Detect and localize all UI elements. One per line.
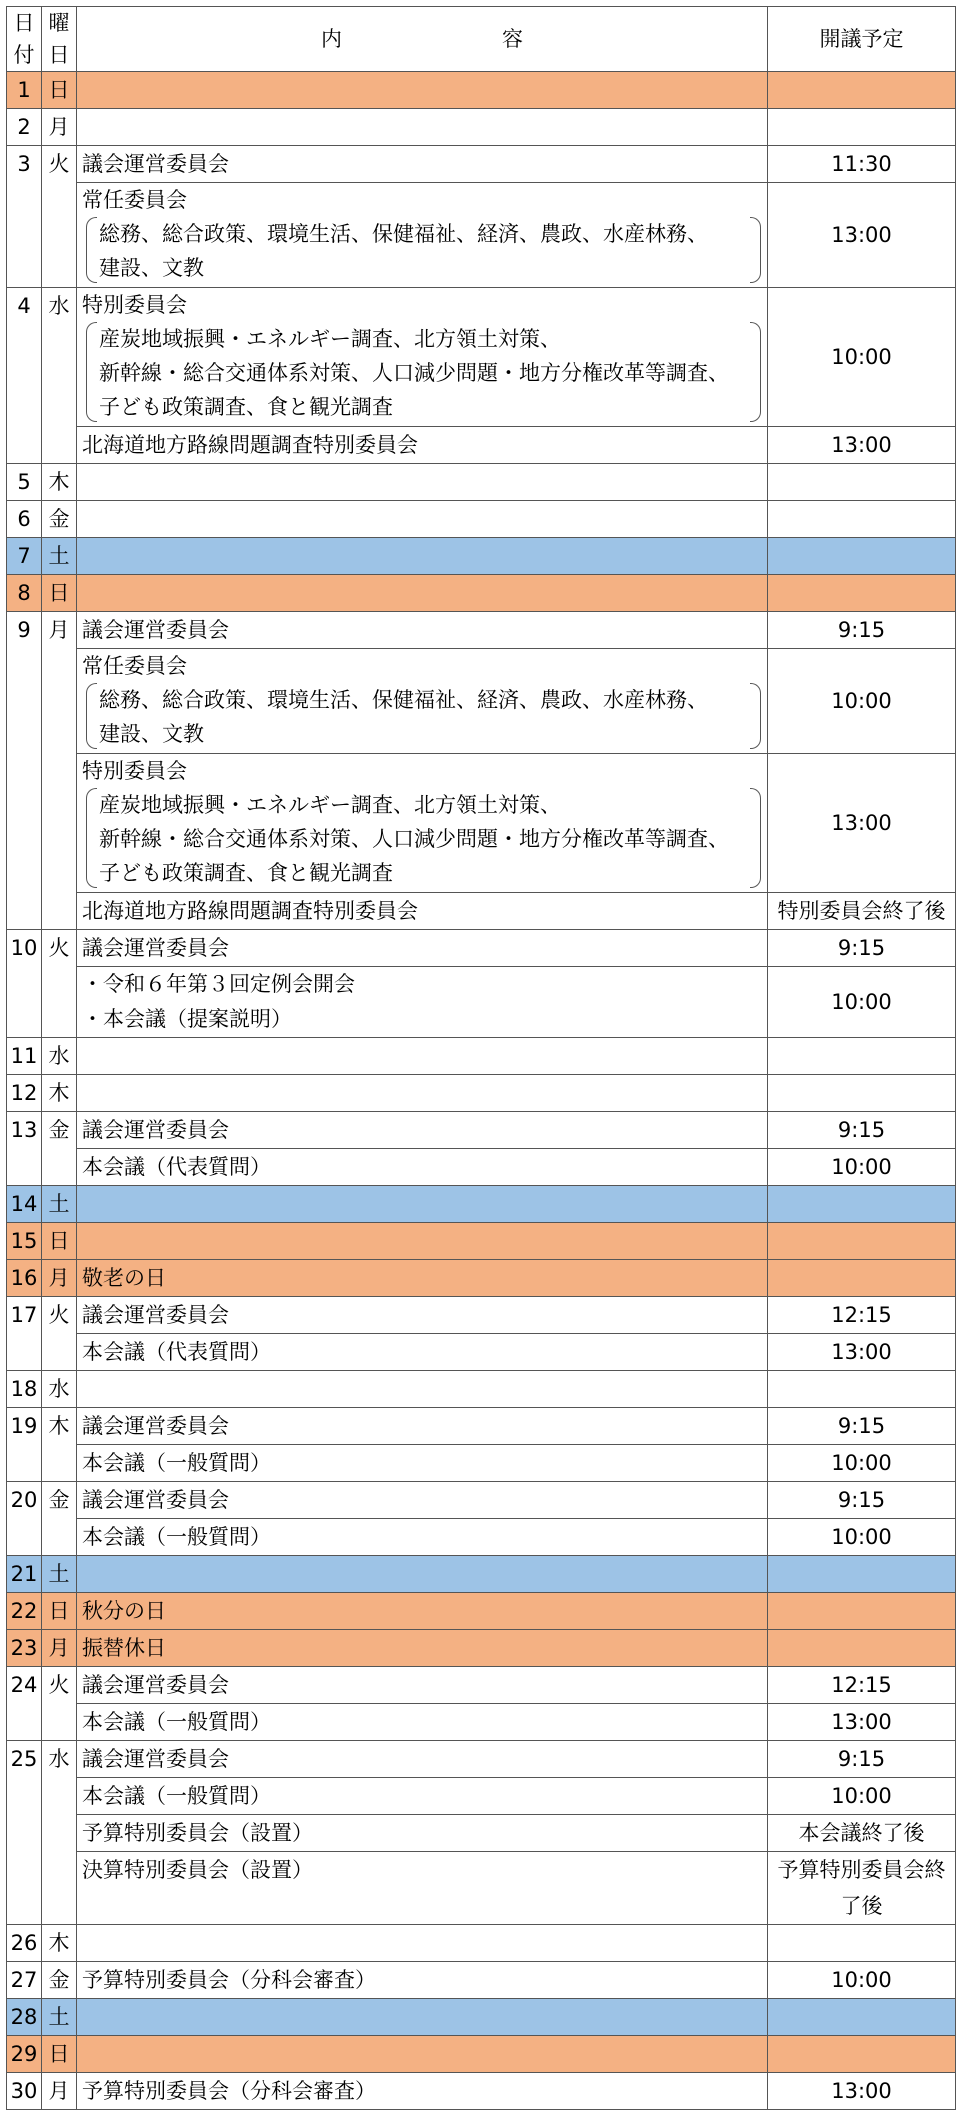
content-cell bbox=[77, 2036, 768, 2073]
content-cell bbox=[77, 501, 768, 538]
content-cell bbox=[77, 575, 768, 612]
schedule-row bbox=[7, 2036, 956, 2073]
weekday-cell: 金 bbox=[42, 1112, 77, 1186]
weekday-cell: 火 bbox=[42, 1667, 77, 1741]
agenda-item: 議会運営委員会 bbox=[82, 1118, 229, 1142]
content-cell bbox=[77, 967, 768, 1038]
schedule-row bbox=[7, 1519, 956, 1556]
schedule-row bbox=[7, 1408, 956, 1445]
content-cell bbox=[77, 1408, 768, 1445]
time-cell: 10:00 bbox=[768, 1519, 956, 1556]
schedule-row bbox=[7, 893, 956, 930]
date-cell: 28 bbox=[7, 1999, 42, 2036]
date-cell: 22 bbox=[7, 1593, 42, 1630]
agenda-item: 予算特別委員会（分科会審査） bbox=[82, 1968, 376, 1992]
header-content-char-1: 内 bbox=[321, 27, 342, 51]
time-cell: 10:00 bbox=[768, 649, 956, 754]
date-cell: 21 bbox=[7, 1556, 42, 1593]
committee-list-line: 産炭地域振興・エネルギー調査、北方領土対策、 bbox=[99, 327, 561, 351]
schedule-row bbox=[7, 1186, 956, 1223]
date-cell: 9 bbox=[7, 612, 42, 930]
time-cell: 9:15 bbox=[768, 1112, 956, 1149]
content-cell bbox=[77, 1667, 768, 1704]
committee-list-line: 建設、文教 bbox=[99, 722, 204, 746]
schedule-row bbox=[7, 1556, 956, 1593]
time-cell bbox=[768, 464, 956, 501]
weekday-cell: 水 bbox=[42, 1371, 77, 1408]
time-cell: 13:00 bbox=[768, 1704, 956, 1741]
weekday-cell: 月 bbox=[42, 1260, 77, 1297]
content-cell bbox=[77, 538, 768, 575]
date-cell: 4 bbox=[7, 288, 42, 464]
time-cell bbox=[768, 1556, 956, 1593]
weekday-cell: 水 bbox=[42, 1741, 77, 1925]
date-cell: 12 bbox=[7, 1075, 42, 1112]
committee-list-line: 総務、総合政策、環境生活、保健福祉、経済、農政、水産林務、 bbox=[99, 688, 708, 712]
schedule-row bbox=[7, 1297, 956, 1334]
content-cell bbox=[77, 1186, 768, 1223]
schedule-row bbox=[7, 1149, 956, 1186]
time-cell: 10:00 bbox=[768, 1445, 956, 1482]
schedule-row bbox=[7, 1704, 956, 1741]
schedule-table bbox=[6, 6, 956, 2110]
content-cell bbox=[77, 1925, 768, 1962]
weekday-cell: 日 bbox=[42, 2036, 77, 2073]
weekday-cell: 金 bbox=[42, 1482, 77, 1556]
agenda-item: 予算特別委員会（分科会審査） bbox=[82, 2079, 376, 2103]
time-cell: 11:30 bbox=[768, 146, 956, 183]
date-cell: 15 bbox=[7, 1223, 42, 1260]
committee-list-line: 新幹線・総合交通体系対策、人口減少問題・地方分権改革等調査、 bbox=[99, 361, 729, 385]
weekday-cell: 木 bbox=[42, 1075, 77, 1112]
time-cell bbox=[768, 1038, 956, 1075]
time-cell bbox=[768, 1925, 956, 1962]
header-content-char-2: 容 bbox=[502, 27, 523, 51]
weekday-cell: 木 bbox=[42, 1408, 77, 1482]
agenda-item: 議会運営委員会 bbox=[82, 1488, 229, 1512]
agenda-item: 振替休日 bbox=[82, 1636, 166, 1660]
committee-list-line: 産炭地域振興・エネルギー調査、北方領土対策、 bbox=[99, 793, 561, 817]
header-content bbox=[77, 7, 768, 72]
time-cell bbox=[768, 1630, 956, 1667]
agenda-bullet: ・令和６年第３回定例会開会 bbox=[82, 972, 355, 996]
schedule-row bbox=[7, 146, 956, 183]
schedule-row bbox=[7, 1667, 956, 1704]
content-cell bbox=[77, 1778, 768, 1815]
time-cell bbox=[768, 2036, 956, 2073]
agenda-item: 本会議（一般質問） bbox=[82, 1784, 271, 1808]
time-cell bbox=[768, 538, 956, 575]
weekday-cell: 月 bbox=[42, 109, 77, 146]
schedule-row bbox=[7, 575, 956, 612]
time-cell bbox=[768, 1223, 956, 1260]
schedule-row bbox=[7, 1260, 956, 1297]
content-cell bbox=[77, 1482, 768, 1519]
weekday-cell: 月 bbox=[42, 2073, 77, 2110]
date-cell: 7 bbox=[7, 538, 42, 575]
date-cell: 17 bbox=[7, 1297, 42, 1371]
content-cell bbox=[77, 1149, 768, 1186]
agenda-item: 議会運営委員会 bbox=[82, 1747, 229, 1771]
content-cell bbox=[77, 1260, 768, 1297]
weekday-cell: 火 bbox=[42, 930, 77, 1038]
header-row bbox=[7, 7, 956, 72]
schedule-row bbox=[7, 1112, 956, 1149]
content-cell bbox=[77, 1630, 768, 1667]
agenda-item: 本会議（一般質問） bbox=[82, 1451, 271, 1475]
time-cell bbox=[768, 1371, 956, 1408]
content-cell bbox=[77, 1112, 768, 1149]
committee-group-title: 常任委員会 bbox=[82, 188, 187, 212]
time-cell bbox=[768, 1075, 956, 1112]
weekday-cell: 金 bbox=[42, 1962, 77, 1999]
agenda-item: 議会運営委員会 bbox=[82, 936, 229, 960]
content-cell bbox=[77, 1815, 768, 1852]
agenda-bullet: ・本会議（提案説明） bbox=[82, 1007, 292, 1031]
content-cell bbox=[77, 1038, 768, 1075]
agenda-item: 北海道地方路線問題調査特別委員会 bbox=[82, 433, 418, 457]
time-cell: 10:00 bbox=[768, 1962, 956, 1999]
time-cell: 13:00 bbox=[768, 183, 956, 288]
date-cell: 14 bbox=[7, 1186, 42, 1223]
agenda-item: 議会運営委員会 bbox=[82, 1303, 229, 1327]
committee-list-bracket bbox=[86, 217, 761, 285]
agenda-item: 本会議（一般質問） bbox=[82, 1525, 271, 1549]
content-cell bbox=[77, 2073, 768, 2110]
schedule-row bbox=[7, 109, 956, 146]
time-cell: 13:00 bbox=[768, 2073, 956, 2110]
weekday-cell: 土 bbox=[42, 1999, 77, 2036]
content-cell bbox=[77, 1519, 768, 1556]
date-cell: 5 bbox=[7, 464, 42, 501]
time-cell: 13:00 bbox=[768, 754, 956, 893]
committee-list-line: 建設、文教 bbox=[99, 256, 204, 280]
date-cell: 13 bbox=[7, 1112, 42, 1186]
date-cell: 25 bbox=[7, 1741, 42, 1925]
time-cell bbox=[768, 501, 956, 538]
content-cell bbox=[77, 109, 768, 146]
content-cell bbox=[77, 288, 768, 427]
agenda-item: 本会議（代表質問） bbox=[82, 1340, 271, 1364]
weekday-cell: 土 bbox=[42, 1186, 77, 1223]
date-cell: 20 bbox=[7, 1482, 42, 1556]
schedule-row bbox=[7, 183, 956, 288]
schedule-row bbox=[7, 1778, 956, 1815]
weekday-cell: 日 bbox=[42, 1223, 77, 1260]
time-cell: 10:00 bbox=[768, 1778, 956, 1815]
date-cell: 3 bbox=[7, 146, 42, 288]
header-date: 日付 bbox=[7, 7, 42, 72]
time-cell: 10:00 bbox=[768, 1149, 956, 1186]
committee-list-bracket bbox=[86, 788, 761, 890]
weekday-cell: 月 bbox=[42, 1630, 77, 1667]
time-cell: 9:15 bbox=[768, 1741, 956, 1778]
content-cell bbox=[77, 1741, 768, 1778]
weekday-cell: 月 bbox=[42, 612, 77, 930]
content-cell bbox=[77, 893, 768, 930]
content-cell bbox=[77, 183, 768, 288]
content-cell bbox=[77, 1704, 768, 1741]
schedule-row bbox=[7, 1371, 956, 1408]
schedule-row bbox=[7, 1482, 956, 1519]
schedule-row bbox=[7, 1999, 956, 2036]
date-cell: 18 bbox=[7, 1371, 42, 1408]
content-cell bbox=[77, 649, 768, 754]
schedule-row bbox=[7, 2073, 956, 2110]
schedule-row bbox=[7, 1630, 956, 1667]
weekday-cell: 金 bbox=[42, 501, 77, 538]
date-cell: 11 bbox=[7, 1038, 42, 1075]
agenda-item: 本会議（一般質問） bbox=[82, 1710, 271, 1734]
agenda-item: 本会議（代表質問） bbox=[82, 1155, 271, 1179]
schedule-row bbox=[7, 754, 956, 893]
weekday-cell: 木 bbox=[42, 1925, 77, 1962]
committee-group-title: 特別委員会 bbox=[82, 759, 187, 783]
schedule-row bbox=[7, 1962, 956, 1999]
time-cell bbox=[768, 1593, 956, 1630]
header-weekday: 曜日 bbox=[42, 7, 77, 72]
content-cell bbox=[77, 146, 768, 183]
date-cell: 24 bbox=[7, 1667, 42, 1741]
schedule-row bbox=[7, 612, 956, 649]
weekday-cell: 土 bbox=[42, 538, 77, 575]
date-cell: 2 bbox=[7, 109, 42, 146]
weekday-cell: 火 bbox=[42, 146, 77, 288]
content-cell bbox=[77, 1962, 768, 1999]
schedule-row bbox=[7, 538, 956, 575]
committee-list-bracket bbox=[86, 683, 761, 751]
weekday-cell: 水 bbox=[42, 288, 77, 464]
time-cell bbox=[768, 1999, 956, 2036]
schedule-row bbox=[7, 1223, 956, 1260]
content-cell bbox=[77, 1075, 768, 1112]
weekday-cell: 水 bbox=[42, 1038, 77, 1075]
time-cell: 特別委員会終了後 bbox=[768, 893, 956, 930]
time-cell: 本会議終了後 bbox=[768, 1815, 956, 1852]
content-cell bbox=[77, 1852, 768, 1925]
time-cell bbox=[768, 72, 956, 109]
committee-list-line: 総務、総合政策、環境生活、保健福祉、経済、農政、水産林務、 bbox=[99, 222, 708, 246]
time-cell: 予算特別委員会終了後 bbox=[768, 1852, 956, 1925]
time-cell bbox=[768, 109, 956, 146]
date-cell: 16 bbox=[7, 1260, 42, 1297]
schedule-row bbox=[7, 72, 956, 109]
date-cell: 23 bbox=[7, 1630, 42, 1667]
content-cell bbox=[77, 72, 768, 109]
schedule-row bbox=[7, 464, 956, 501]
agenda-item: 議会運営委員会 bbox=[82, 1414, 229, 1438]
schedule-row bbox=[7, 1445, 956, 1482]
content-cell bbox=[77, 427, 768, 464]
schedule-row bbox=[7, 501, 956, 538]
time-cell bbox=[768, 575, 956, 612]
content-cell bbox=[77, 464, 768, 501]
schedule-row bbox=[7, 1075, 956, 1112]
weekday-cell: 土 bbox=[42, 1556, 77, 1593]
agenda-item: 予算特別委員会（設置） bbox=[82, 1821, 313, 1845]
agenda-item: 決算特別委員会（設置） bbox=[82, 1858, 313, 1882]
schedule-row bbox=[7, 1038, 956, 1075]
committee-list-line: 子ども政策調査、食と観光調査 bbox=[99, 861, 393, 885]
agenda-item: 議会運営委員会 bbox=[82, 152, 229, 176]
time-cell: 10:00 bbox=[768, 967, 956, 1038]
content-cell bbox=[77, 930, 768, 967]
schedule-row bbox=[7, 967, 956, 1038]
agenda-item: 秋分の日 bbox=[82, 1599, 166, 1623]
date-cell: 6 bbox=[7, 501, 42, 538]
content-cell bbox=[77, 1334, 768, 1371]
content-cell bbox=[77, 612, 768, 649]
content-cell bbox=[77, 1556, 768, 1593]
agenda-item: 議会運営委員会 bbox=[82, 618, 229, 642]
time-cell bbox=[768, 1186, 956, 1223]
time-cell: 12:15 bbox=[768, 1297, 956, 1334]
time-cell: 13:00 bbox=[768, 1334, 956, 1371]
time-cell: 13:00 bbox=[768, 427, 956, 464]
date-cell: 30 bbox=[7, 2073, 42, 2110]
date-cell: 29 bbox=[7, 2036, 42, 2073]
date-cell: 1 bbox=[7, 72, 42, 109]
content-cell bbox=[77, 1999, 768, 2036]
weekday-cell: 日 bbox=[42, 1593, 77, 1630]
date-cell: 10 bbox=[7, 930, 42, 1038]
agenda-item: 北海道地方路線問題調査特別委員会 bbox=[82, 899, 418, 923]
time-cell: 9:15 bbox=[768, 1408, 956, 1445]
schedule-row bbox=[7, 288, 956, 427]
content-cell bbox=[77, 1593, 768, 1630]
schedule-row bbox=[7, 1741, 956, 1778]
content-cell bbox=[77, 1371, 768, 1408]
date-cell: 27 bbox=[7, 1962, 42, 1999]
time-cell: 9:15 bbox=[768, 1482, 956, 1519]
schedule-row bbox=[7, 427, 956, 464]
weekday-cell: 火 bbox=[42, 1297, 77, 1371]
weekday-cell: 日 bbox=[42, 72, 77, 109]
schedule-row bbox=[7, 930, 956, 967]
content-cell bbox=[77, 1223, 768, 1260]
time-cell: 9:15 bbox=[768, 930, 956, 967]
agenda-item: 議会運営委員会 bbox=[82, 1673, 229, 1697]
schedule-row bbox=[7, 1852, 956, 1925]
date-cell: 26 bbox=[7, 1925, 42, 1962]
content-cell bbox=[77, 1445, 768, 1482]
content-cell bbox=[77, 754, 768, 893]
date-cell: 19 bbox=[7, 1408, 42, 1482]
time-cell: 9:15 bbox=[768, 612, 956, 649]
committee-list-bracket bbox=[86, 322, 761, 424]
agenda-item: 敬老の日 bbox=[82, 1266, 166, 1290]
time-cell: 12:15 bbox=[768, 1667, 956, 1704]
header-time: 開議予定 bbox=[768, 7, 956, 72]
time-cell: 10:00 bbox=[768, 288, 956, 427]
schedule-row bbox=[7, 649, 956, 754]
time-cell bbox=[768, 1260, 956, 1297]
schedule-row bbox=[7, 1815, 956, 1852]
committee-list-line: 子ども政策調査、食と観光調査 bbox=[99, 395, 393, 419]
schedule-row bbox=[7, 1593, 956, 1630]
weekday-cell: 日 bbox=[42, 575, 77, 612]
weekday-cell: 木 bbox=[42, 464, 77, 501]
committee-group-title: 常任委員会 bbox=[82, 654, 187, 678]
committee-group-title: 特別委員会 bbox=[82, 293, 187, 317]
date-cell: 8 bbox=[7, 575, 42, 612]
schedule-row bbox=[7, 1925, 956, 1962]
committee-list-line: 新幹線・総合交通体系対策、人口減少問題・地方分権改革等調査、 bbox=[99, 827, 729, 851]
schedule-row bbox=[7, 1334, 956, 1371]
content-cell bbox=[77, 1297, 768, 1334]
